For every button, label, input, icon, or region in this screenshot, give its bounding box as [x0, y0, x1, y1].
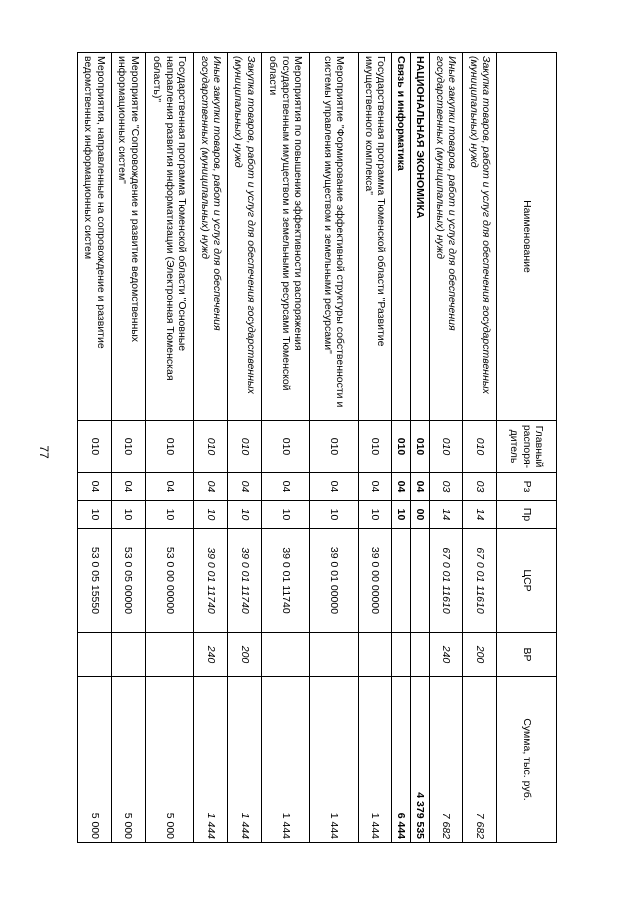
- table-row: [145, 53, 194, 843]
- cell-rz: 04: [392, 473, 411, 501]
- cell-name: Мероприятие "Формирование эффективной структуры собственности и системы управления имуществом и земельными ресурсами": [310, 53, 358, 421]
- cell-sum: 7 682: [429, 677, 463, 843]
- cell-vr: 200: [227, 633, 261, 677]
- cell-csr: 39 0 01 00000: [310, 529, 358, 633]
- cell-name: Иные закупки товаров, работ и услуг для обеспечения государственных (муниципальных) нужд: [194, 53, 228, 421]
- cell-rz: 04: [145, 473, 194, 501]
- cell-name: Иные закупки товаров, работ и услуг для обеспечения государственных (муниципальных) нужд: [429, 53, 463, 421]
- cell-rz: 04: [194, 473, 228, 501]
- cell-csr: 67 0 01 11610: [463, 529, 497, 633]
- cell-vr: [261, 633, 310, 677]
- cell-csr: 53 0 05 15550: [78, 529, 112, 633]
- cell-rz: 03: [429, 473, 463, 501]
- cell-csr: 67 0 01 11610: [429, 529, 463, 633]
- cell-sum: 5 000: [145, 677, 194, 843]
- table-body: [78, 53, 497, 843]
- header-pr: Пр: [497, 501, 557, 529]
- cell-rz: 04: [78, 473, 112, 501]
- table-row: [261, 53, 310, 843]
- cell-vr: [145, 633, 194, 677]
- cell-admin: 010: [78, 421, 112, 473]
- cell-pr: 14: [463, 501, 497, 529]
- header-name: Наименование: [497, 53, 557, 421]
- cell-pr: 10: [227, 501, 261, 529]
- cell-name: Закупка товаров, работ и услуг для обеспечения государственных (муниципальных) нужд: [463, 53, 497, 421]
- cell-pr: 10: [392, 501, 411, 529]
- cell-csr: 53 0 00 00000: [145, 529, 194, 633]
- cell-admin: 010: [145, 421, 194, 473]
- cell-vr: 240: [194, 633, 228, 677]
- cell-rz: 04: [111, 473, 145, 501]
- cell-admin: 010: [111, 421, 145, 473]
- cell-csr: [410, 529, 429, 633]
- header-vr: ВР: [497, 633, 557, 677]
- cell-name: Мероприятия по повышению эффективности распоряжения государственным имуществом и земельными ресурсами Тюменской области: [261, 53, 310, 421]
- cell-sum: 1 444: [310, 677, 358, 843]
- cell-rz: 04: [261, 473, 310, 501]
- cell-admin: 010: [463, 421, 497, 473]
- cell-vr: [78, 633, 112, 677]
- cell-name: Закупка товаров, работ и услуг для обеспечения государственных (муниципальных) нужд: [227, 53, 261, 421]
- table-row: [410, 53, 429, 843]
- table-row: [78, 53, 112, 843]
- cell-pr: 10: [261, 501, 310, 529]
- cell-sum: 1 444: [227, 677, 261, 843]
- cell-sum: 5 000: [111, 677, 145, 843]
- table-row: [194, 53, 228, 843]
- cell-admin: 010: [227, 421, 261, 473]
- cell-vr: [358, 633, 392, 677]
- cell-name: Мероприятие "Сопровождение и развитие ведомственных информационных систем": [111, 53, 145, 421]
- cell-pr: 10: [111, 501, 145, 529]
- cell-sum: 1 444: [358, 677, 392, 843]
- cell-pr: 10: [78, 501, 112, 529]
- table-row: [111, 53, 145, 843]
- header-sum: Сумма, тыс. руб.: [497, 677, 557, 843]
- cell-name: Государственная программа Тюменской области "Основные направления развития информатизации (Электронная Тюменская область)": [145, 53, 194, 421]
- cell-rz: 04: [310, 473, 358, 501]
- cell-pr: 10: [194, 501, 228, 529]
- cell-vr: [111, 633, 145, 677]
- cell-rz: 04: [227, 473, 261, 501]
- cell-admin: 010: [410, 421, 429, 473]
- table-row: [310, 53, 358, 843]
- cell-sum: 5 000: [78, 677, 112, 843]
- cell-csr: 39 0 00 00000: [358, 529, 392, 633]
- table-row: [358, 53, 392, 843]
- cell-csr: 39 0 01 11740: [227, 529, 261, 633]
- table-row: [429, 53, 463, 843]
- header-admin: Главный распоря-дитель: [497, 421, 557, 473]
- budget-table: [77, 52, 557, 843]
- header-csr: ЦСР: [497, 529, 557, 633]
- header-rz: Рз: [497, 473, 557, 501]
- budget-table-container: [77, 52, 557, 842]
- cell-sum: 1 444: [194, 677, 228, 843]
- cell-admin: 010: [194, 421, 228, 473]
- cell-name: Мероприятия, направленные на сопровождение и развитие ведомственных информационных систем: [78, 53, 112, 421]
- cell-sum: 4 379 535: [410, 677, 429, 843]
- cell-sum: 6 444: [392, 677, 411, 843]
- cell-rz: 03: [463, 473, 497, 501]
- cell-vr: 200: [463, 633, 497, 677]
- cell-pr: 10: [145, 501, 194, 529]
- cell-pr: 00: [410, 501, 429, 529]
- cell-admin: 010: [261, 421, 310, 473]
- cell-vr: [410, 633, 429, 677]
- cell-pr: 14: [429, 501, 463, 529]
- cell-rz: 04: [410, 473, 429, 501]
- page-number: 77: [37, 445, 51, 459]
- cell-name: Государственная программа Тюменской области "Развитие имущественного комплекса": [358, 53, 392, 421]
- cell-csr: 39 0 01 11740: [261, 529, 310, 633]
- cell-admin: 010: [358, 421, 392, 473]
- cell-pr: 10: [310, 501, 358, 529]
- cell-vr: [310, 633, 358, 677]
- cell-name: Связь и информатика: [392, 53, 411, 421]
- cell-sum: 7 682: [463, 677, 497, 843]
- cell-rz: 04: [358, 473, 392, 501]
- cell-sum: 1 444: [261, 677, 310, 843]
- table-row: [463, 53, 497, 843]
- cell-vr: 240: [429, 633, 463, 677]
- cell-csr: [392, 529, 411, 633]
- cell-pr: 10: [358, 501, 392, 529]
- cell-name: НАЦИОНАЛЬНАЯ ЭКОНОМИКА: [410, 53, 429, 421]
- cell-vr: [392, 633, 411, 677]
- table-row: [392, 53, 411, 843]
- table-row: [227, 53, 261, 843]
- cell-admin: 010: [429, 421, 463, 473]
- cell-admin: 010: [310, 421, 358, 473]
- table-header-row: [497, 53, 557, 843]
- cell-admin: 010: [392, 421, 411, 473]
- cell-csr: 53 0 05 00000: [111, 529, 145, 633]
- cell-csr: 39 0 01 11740: [194, 529, 228, 633]
